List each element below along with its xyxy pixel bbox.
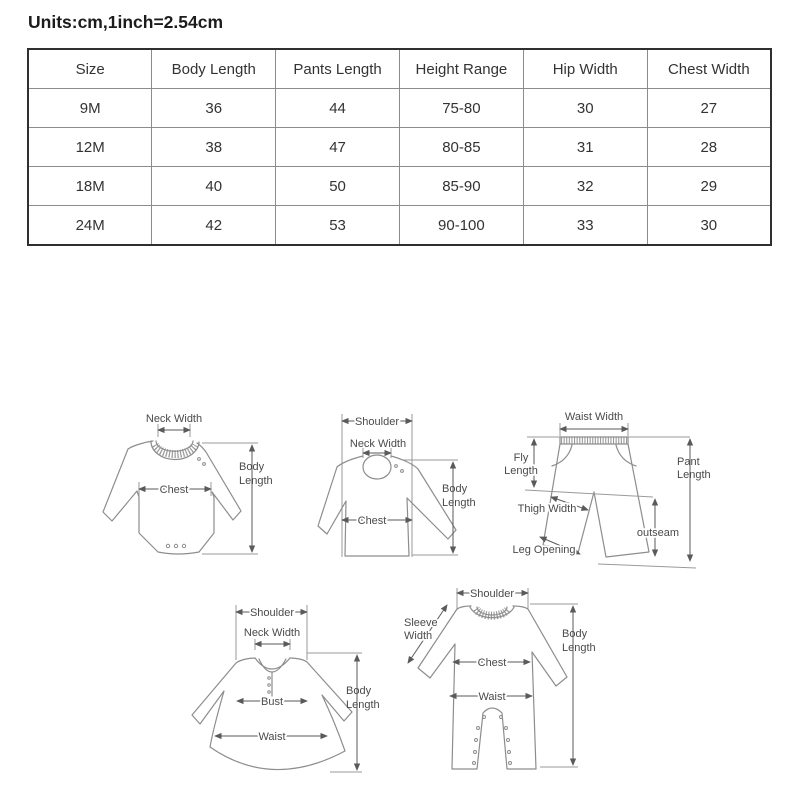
table-cell: 53 [276, 206, 400, 246]
leg-snap [500, 716, 503, 719]
table-cell: 80-85 [399, 128, 523, 167]
label-bust: Bust [260, 696, 284, 708]
leg-snap [509, 762, 512, 765]
size-table [27, 48, 772, 246]
label-neck-width: Neck Width [349, 438, 407, 450]
table-row [28, 128, 771, 167]
shoulder-snap [395, 465, 398, 468]
header-cell: Height Range [399, 49, 523, 89]
table-cell: 50 [276, 167, 400, 206]
table-cell: 32 [523, 167, 647, 206]
table-cell: 28 [647, 128, 771, 167]
label-sleeve-width-line1: Sleeve [404, 617, 438, 629]
label-shoulder: Shoulder [354, 416, 400, 428]
header-cell: Pants Length [276, 49, 400, 89]
leg-snap [508, 751, 511, 754]
label-thigh-width: Thigh Width [517, 503, 577, 515]
placket-button [268, 684, 271, 687]
shoulder-snap [203, 463, 206, 466]
measurement-diagrams [0, 390, 800, 800]
diagram-romper [404, 588, 596, 769]
table-cell: 30 [647, 206, 771, 246]
diagram-dress [192, 605, 380, 772]
label-body-length-line2: Length [442, 497, 476, 509]
leg-snap [477, 727, 480, 730]
table-cell: 75-80 [399, 89, 523, 128]
table-cell: 85-90 [399, 167, 523, 206]
label-chest: Chest [477, 657, 507, 669]
label-shoulder: Shoulder [249, 607, 295, 619]
table-cell: 42 [152, 206, 276, 246]
label-pant-length-line2: Length [677, 469, 711, 481]
table-cell: 44 [276, 89, 400, 128]
header-cell: Chest Width [647, 49, 771, 89]
label-body-length-line1: Body [239, 461, 265, 473]
diagram-tshirt [318, 414, 476, 557]
leg-snap [474, 751, 477, 754]
table-row [28, 89, 771, 128]
table-cell: 12M [28, 128, 152, 167]
header-cell: Hip Width [523, 49, 647, 89]
table-cell: 30 [523, 89, 647, 128]
header-cell: Size [28, 49, 152, 89]
table-cell: 38 [152, 128, 276, 167]
label-fly-length-line1: Fly [513, 452, 529, 464]
diagram-bodysuit [103, 413, 273, 554]
table-row [28, 206, 771, 246]
table-cell: 24M [28, 206, 152, 246]
crotch-snap [174, 544, 177, 547]
label-neck-width: Neck Width [145, 413, 203, 425]
table-cell: 31 [523, 128, 647, 167]
label-waist-width: Waist Width [564, 411, 624, 423]
label-leg-opening: Leg Opening [512, 544, 576, 556]
label-body-length-line2: Length [562, 642, 596, 654]
table-row [28, 167, 771, 206]
placket-button [268, 677, 271, 680]
crotch-snap [166, 544, 169, 547]
shoulder-snap [198, 458, 201, 461]
crotch-snap [182, 544, 185, 547]
label-chest: Chest [357, 515, 387, 527]
label-body-length-line2: Length [346, 699, 380, 711]
leg-snap [475, 739, 478, 742]
placket-button [268, 691, 271, 694]
table-cell: 9M [28, 89, 152, 128]
label-chest: Chest [159, 484, 189, 496]
units-note: Units:cm,1inch=2.54cm [28, 12, 224, 32]
label-body-length-line2: Length [239, 475, 273, 487]
table-cell: 18M [28, 167, 152, 206]
label-shoulder: Shoulder [469, 588, 515, 600]
table-cell: 33 [523, 206, 647, 246]
table-cell: 40 [152, 167, 276, 206]
table-header-row [28, 49, 771, 89]
label-body-length-line1: Body [562, 628, 588, 640]
header-cell: Body Length [152, 49, 276, 89]
label-body-length-line1: Body [346, 685, 372, 697]
diagram-pants [504, 411, 710, 568]
leg-snap [507, 739, 510, 742]
label-waist: Waist [478, 691, 506, 703]
label-body-length-line1: Body [442, 483, 468, 495]
label-fly-length-line2: Length [504, 465, 538, 477]
table-cell: 90-100 [399, 206, 523, 246]
leg-snap [483, 716, 486, 719]
shoulder-snap [401, 470, 404, 473]
table-cell: 47 [276, 128, 400, 167]
label-pant-length-line1: Pant [677, 456, 700, 468]
leg-snap [505, 727, 508, 730]
table-cell: 29 [647, 167, 771, 206]
label-sleeve-width-line2: Width [404, 630, 433, 642]
table-cell: 27 [647, 89, 771, 128]
label-outseam: outseam [636, 527, 680, 539]
leg-snap [473, 762, 476, 765]
label-waist: Waist [258, 731, 286, 743]
table-cell: 36 [152, 89, 276, 128]
label-neck-width: Neck Width [243, 627, 301, 639]
